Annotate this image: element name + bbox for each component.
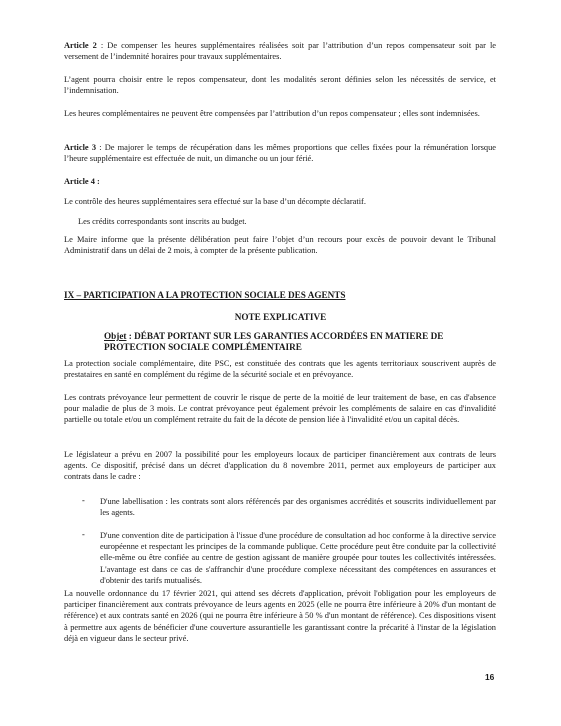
credits-paragraph: Les crédits correspondants sont inscrits au budget. xyxy=(78,217,247,226)
bullet-dash: - xyxy=(82,496,85,505)
page-number: 16 xyxy=(485,672,495,682)
agent-choice-paragraph: L’agent pourra choisir entre le repos compensateur, dont les modalités seront définies selon les nécessités de service, et l’indemnisation. xyxy=(64,75,496,96)
bullet-convention: D'une convention dite de participation à l'issue d'une procédure de consultation ad hoc conforme à la directive service européenne et respectant les principes de la commande publique. Cette procédure peut être conduite par la collectivité elle-même ou être confiée au centre de gestion agissant de manière groupée pour toutes les collectivités intéressées. L'avantage est dans ce cas de s'affranchir d'une procédure complexe nécessitant des compétences en assurances et d'obtenir des tarifs mutualisés. xyxy=(100,531,496,585)
legislateur-paragraph: Le législateur a prévu en 2007 la possibilité pour les employeurs locaux de participer financièrement aux contrats de leurs agents. Ce dispositif, précisé dans un décret d'application du 8 novembre 2011, permet aux employeurs de participer aux contrats dans le cadre : xyxy=(64,450,496,482)
article-4-label: Article 4 : xyxy=(64,177,100,186)
psc-paragraph: La protection sociale complémentaire, dite PSC, est constituée des contrats que les agents territoriaux souscrivent auprès de prestataires en santé en complément du régime de la sécurité sociale et en prévoyance. xyxy=(64,359,496,380)
article-2-label: Article 2 xyxy=(64,41,97,50)
article-3-paragraph xyxy=(64,142,496,164)
note-explicative-title: NOTE EXPLICATIVE xyxy=(234,312,327,322)
prevoyance-paragraph: Les contrats prévoyance leur permettent de couvrir le risque de perte de la moitié de leur traitement de base, en cas d'absence pour maladie de plus de 3 mois. Le contrat prévoyance peut également prévoir les compléments de salaire en cas d'invalidité partielle ou totale et/ou un complément retraite du fait de la décote de pension liée à l'invalidité et/ou un capital décès. xyxy=(64,393,496,425)
complementary-hours-paragraph: Les heures complémentaires ne peuvent être compensées par l’attribution d’un repos compensateur ; elles sont indemnisées. xyxy=(64,109,480,118)
objet-heading xyxy=(104,331,464,352)
article-3-label: Article 3 xyxy=(64,143,97,152)
section-heading: IX – PARTICIPATION A LA PROTECTION SOCIALE DES AGENTS xyxy=(64,290,346,300)
article-3-text: : De majorer le temps de récupération dans les mêmes proportions que celles fixées pour la rémunération lorsque l’heure supplémentaire est effectuée de nuit, un dimanche ou un jour férié. xyxy=(64,143,496,164)
control-paragraph: Le contrôle des heures supplémentaires sera effectué sur la base d’un décompte déclaratif. xyxy=(64,197,366,206)
ordonnance-paragraph: La nouvelle ordonnance du 17 février 2021, qui attend ses décrets d'application, prévoit l'obligation pour les employeurs de participer financièrement aux contrats prévoyance de leurs agents en 2025 (elle ne pourra être inférieure à 20% d'un montant de référence) et aux contrats santé en 2026 (qui ne pourra être inférieure à 50 % d'un montant de référence). Ces dispositions visent à permettre aux agents de bénéficier d'une couverture assurantielle les garantissant contre la précarité à l'instar de la législation déjà en vigueur dans le secteur privé. xyxy=(64,589,496,643)
mayor-paragraph: Le Maire informe que la présente délibération peut faire l’objet d’un recours pour excès de pouvoir devant le Tribunal Administratif dans un délai de 2 mois, à compter de la présente publication. xyxy=(64,235,496,256)
article-2-text: : De compenser les heures supplémentaires réalisées soit par l’attribution d’un repos compensateur soit par le versement de l’indemnité horaires pour travaux supplémentaires. xyxy=(64,41,496,62)
bullet-dash: - xyxy=(82,530,85,539)
article-2-paragraph xyxy=(64,40,496,62)
objet-text: : DÉBAT PORTANT SUR LES GARANTIES ACCORDÉES EN MATIERE DE PROTECTION SOCIALE COMPLÉMENTAIRE xyxy=(104,331,444,352)
bullet-labellisation: D'une labellisation : les contrats sont alors référencés par des organismes accrédités et souscrits individuellement par les agents. xyxy=(100,497,496,518)
objet-label: Objet xyxy=(104,331,127,341)
